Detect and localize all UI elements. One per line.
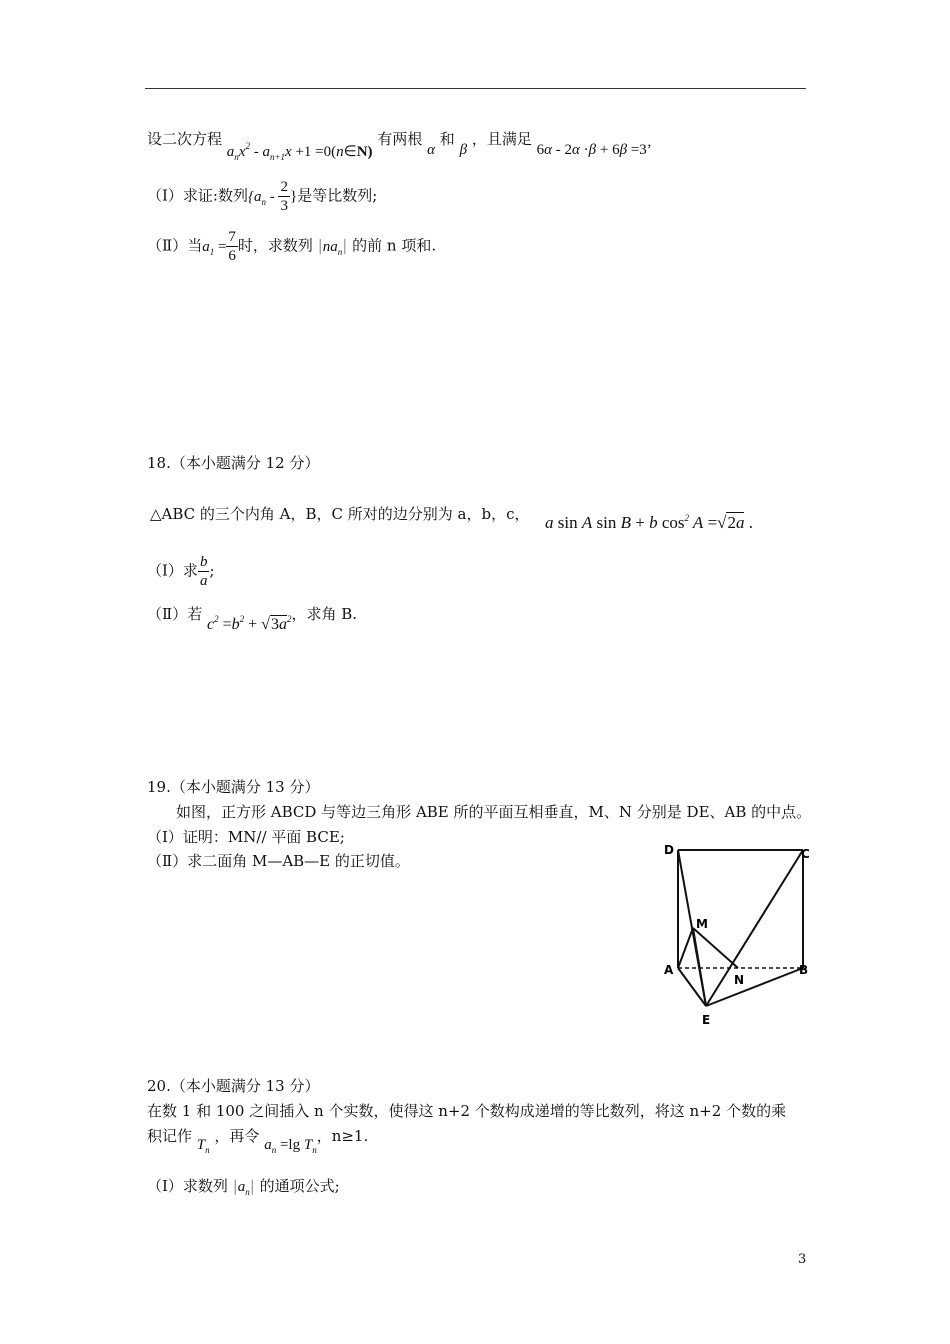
p20-line1: 在数 1 和 100 之间插入 n 个实数，使得这 n+2 个数构成递增的等比数列，将这 n+2 个数的乘 [147,1102,787,1120]
frac-two-thirds: $\frac{2}{3}$ [280,179,288,214]
math-Tn: $T_n$ [196,1137,210,1155]
math-condition: 6α - 2α ·β + 6β =3’ [536,142,652,158]
label-N: N [734,973,745,987]
label-D: D [664,843,674,857]
label-C: C [801,847,810,861]
p20-part-I: （Ⅰ）求数列 $|a_n|$ 的通项公式; [147,1177,340,1197]
p19-part-I: （Ⅰ）证明：MN// 平面 BCE; [147,828,345,846]
math-alpha: α [427,142,435,158]
math-seq-an: {$a_n$ - [247,188,279,207]
p17-part-II: （Ⅱ）当$a_1$ = $\frac{7}{6}$ 时，求数列 $|na_n|$ 的前 n 项和. [147,229,437,264]
math-an-lg: $a_n =\lg$ $T_n$ [264,1137,317,1155]
header-rule [145,88,806,89]
p20-header: 20.（本小题满分 13 分） [147,1077,320,1095]
p19-part-II: （Ⅱ）求二面角 M—AB—E 的正切值。 [147,852,410,870]
math-beta: β [459,142,468,158]
p18-part-II: （Ⅱ）若 $c^2 =b^2 + √3a^2$，求角 B. [147,605,357,633]
label-B: B [799,963,809,977]
p18-text: △ABC 的三个内角 A，B，C 所对的边分别为 a，b，c， [150,505,530,523]
label-M: M [696,917,708,931]
math-quadratic: $a_nx^2 - a_{n+1}x +1$ =0(n∈N) [226,141,373,162]
label-E: E [702,1013,711,1027]
math-a1: $a_1$ = [202,238,227,257]
frac-b-over-a: $\frac{b}{a}$ [199,554,208,589]
p18-header: 18.（本小题满分 12 分） [147,454,320,472]
p17-part-I: （Ⅰ）求证:数列{$a_n$ - $\frac{2}{3}$ }是等比数列; [147,179,378,214]
p19-text: 如图，正方形 ABCD 与等边三角形 ABE 所的平面互相垂直，M、N 分别是 DE、AB 的中点。 [176,803,812,821]
math-an-seq: $a_n$ [237,1179,250,1197]
label-A: A [664,963,674,977]
p20-line2: 积记作 $T_n$ ，再令 $a_n =\lg$ $T_n$，n≥1. [147,1127,369,1155]
frac-seven-sixths: $\frac{7}{6}$ [228,229,236,264]
math-nan: $na_n$ [322,238,343,257]
p17-equation-line: 设二次方程 $a_nx^2 - a_{n+1}x +1$ =0(n∈N) 有两根 α 和 β ，且满足 6α - 2α ·β + 6β =3’ [147,130,652,162]
math-c-squared: $c^2 =b^2 + √3a^2$ [206,614,292,633]
p18-part-I: （Ⅰ）求 $\frac{b}{a}$ ; [147,554,215,589]
page-number: 3 [798,1252,807,1267]
p18-equation: a sin A sin B + b $\cos^2 A =√2a$ . [545,513,753,532]
p19-header: 19.（本小题满分 13 分） [147,778,320,796]
geometry-figure [658,838,818,1030]
